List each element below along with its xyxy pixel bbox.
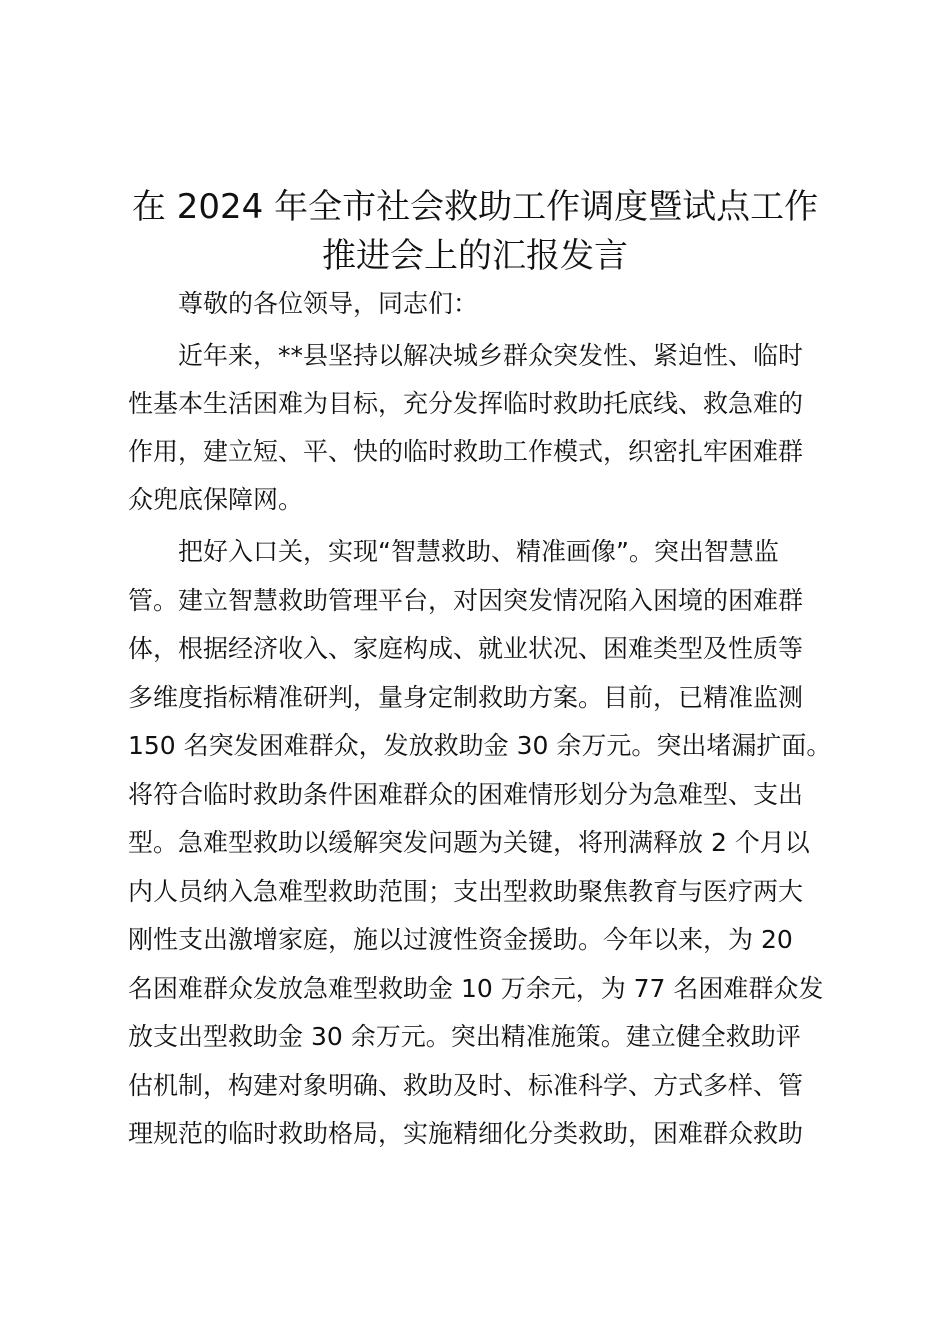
paragraph-2-line-5: 150 名突发困难群众，发放救助金 30 余万元。突出堵漏扩面。 <box>128 731 832 760</box>
salutation: 尊敬的各位领导，同志们： <box>178 289 479 318</box>
paragraph-2-line-4: 多维度指标精准研判，量身定制救助方案。目前，已精准监测 <box>128 683 804 712</box>
paragraph-2-line-1: 把好入口关，实现“智慧救助、精准画像”。突出智慧监 <box>178 537 779 566</box>
paragraph-2-line-8: 内人员纳入急难型救助范围；支出型救助聚焦教育与医疗两大 <box>128 877 804 906</box>
paragraph-2-line-10: 名困难群众发放急难型救助金 10 万余元，为 77 名困难群众发 <box>128 974 824 1003</box>
paragraph-2-line-6: 将符合临时救助条件困难群众的困难情形划分为急难型、支出 <box>128 780 804 809</box>
paragraph-1-line-4: 众兜底保障网。 <box>128 485 304 514</box>
paragraph-2-line-11: 放支出型救助金 30 余万元。突出精准施策。建立健全救助评 <box>128 1022 801 1051</box>
paragraph-2-line-3: 体，根据经济收入、家庭构成、就业状况、困难类型及性质等 <box>128 634 804 663</box>
paragraph-2-line-13: 理规范的临时救助格局，实施精细化分类救助，困难群众救助 <box>128 1119 804 1148</box>
paragraph-1-line-1: 近年来，**县坚持以解决城乡群众突发性、紧迫性、临时 <box>178 341 804 370</box>
paragraph-2-line-12: 估机制，构建对象明确、救助及时、标准科学、方式多样、管 <box>128 1071 804 1100</box>
paragraph-1-line-2: 性基本生活困难为目标，充分发挥临时救助托底线、救急难的 <box>128 389 804 418</box>
paragraph-2-line-9: 刚性支出激增家庭，施以过渡性资金援助。今年以来，为 20 <box>128 925 793 954</box>
paragraph-2-line-7: 型。急难型救助以缓解突发问题为关键，将刑满释放 2 个月以 <box>128 828 810 857</box>
document-title-line-2: 推进会上的汇报发言 <box>322 236 628 276</box>
document-title-line-1: 在 2024 年全市社会救助工作调度暨试点工作 <box>131 187 819 227</box>
paragraph-1-line-3: 作用，建立短、平、快的临时救助工作模式，织密扎牢困难群 <box>128 437 804 466</box>
paragraph-2-line-2: 管。建立智慧救助管理平台，对因突发情况陷入困境的困难群 <box>128 586 804 615</box>
